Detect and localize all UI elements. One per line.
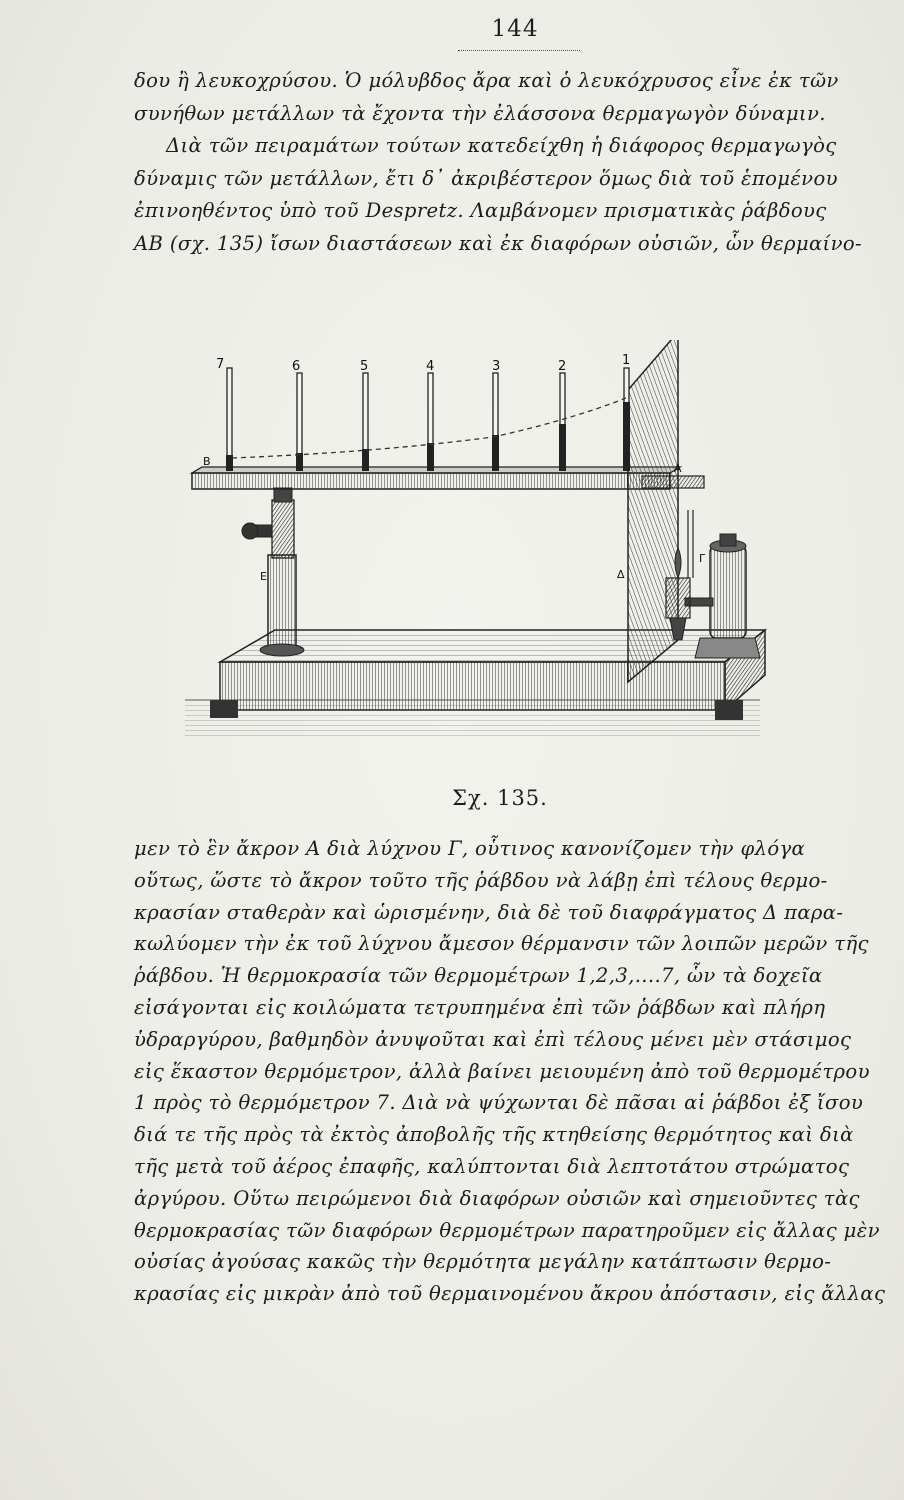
paragraph — [134, 65, 872, 130]
label-a: Α — [674, 462, 682, 475]
text-line: οὐσίας ἀγούσας κακῶς τὴν θερμότητα μεγάλην κατάπτωσιν θερμο- — [134, 1250, 832, 1274]
label-thermometer-2: 2 — [558, 359, 567, 374]
text-line: ΑΒ (σχ. 135) ἴσων διαστάσεων καὶ ἐκ διαφόρων οὐσιῶν, ὧν θερμαίνο- — [134, 231, 862, 255]
thermometer-7 — [226, 368, 233, 471]
thermometer-6 — [296, 373, 303, 471]
apparatus-engraving — [180, 340, 780, 750]
thermometer-3 — [492, 373, 499, 471]
label-b: Β — [203, 455, 211, 468]
text-line: δύναμις τῶν μετάλλων, ἔτι δ᾽ ἀκριβέστερον ὅμως διὰ τοῦ ἑπομένου — [134, 166, 838, 190]
paragraph — [134, 833, 886, 1310]
label-e: Ε — [260, 570, 267, 583]
thermometer-2 — [559, 373, 566, 471]
label-d: Δ — [617, 568, 625, 581]
thermometer-5 — [362, 373, 369, 471]
label-g: Γ — [699, 552, 706, 565]
support-column — [242, 488, 304, 656]
text-line: ἐπινοηθέντος ὑπὸ τοῦ Despretz. Λαμβάνομεν πρισματικὰς ῥάβδους — [134, 199, 827, 223]
text-line: ὑδραργύρου, βαθμηδὸν ἀνυψοῦται καὶ ἐπὶ τέλους μένει μὲν στάσιμος — [134, 1027, 852, 1051]
text-line: 1 πρὸς τὸ θερμόμετρον 7. Διὰ νὰ ψύχωνται δὲ πᾶσαι αἱ ῥάβδοι ἐξ ἴσου — [134, 1091, 864, 1115]
label-thermometer-6: 6 — [292, 359, 301, 374]
text-line: Διὰ τῶν πειραμάτων τούτων κατεδείχθη ἡ διάφορος θερμαγωγὸς — [166, 134, 837, 158]
label-thermometer-4: 4 — [426, 359, 435, 374]
figure-caption: Σχ. 135. — [452, 786, 548, 810]
paragraph — [134, 130, 872, 260]
diaphragm-screen — [628, 340, 678, 682]
thermometer-4 — [427, 373, 434, 471]
text-line: τῆς μετὰ τοῦ ἀέρος ἐπαφῆς, καλύπτονται διὰ λεπτοτάτου στρώματος — [134, 1154, 850, 1178]
top-paragraph-block — [134, 65, 872, 261]
text-line: εἰσάγονται εἰς κοιλώματα τετρυπημένα ἐπὶ τῶν ῥάβδων καὶ πλήρη — [134, 995, 826, 1019]
text-line: δου ἢ λευκοχρύσου. Ὁ μόλυβδος ἄρα καὶ ὁ λευκόχρυσος εἶνε ἐκ τῶν — [134, 69, 839, 92]
text-line: μεν τὸ ἓν ἄκρον Α διὰ λύχνου Γ, οὗτινος κανονίζομεν τὴν φλόγα — [134, 837, 806, 860]
page-number: 144 — [491, 16, 539, 42]
text-line: ἀργύρου. Οὕτω πειρώμενοι διὰ διαφόρων οὐσιῶν καὶ σημειοῦντες τὰς — [134, 1186, 860, 1210]
bottom-paragraph-block — [134, 833, 886, 1310]
text-line: συνήθων μετάλλων τὰ ἔχοντα τὴν ἐλάσσονα θερμαγωγὸν δύναμιν. — [134, 101, 826, 125]
thermometer-1 — [623, 368, 630, 471]
text-line: θερμοκρασίας τῶν διαφόρων θερμομέτρων παρατηροῦμεν εἰς ἄλλας μὲν — [134, 1218, 880, 1242]
figure-despretz-apparatus — [180, 340, 780, 750]
label-thermometer-3: 3 — [492, 359, 501, 374]
label-thermometer-1: 1 — [622, 353, 631, 368]
thermometers — [226, 368, 630, 471]
header-rule — [458, 50, 580, 51]
text-line: εἰς ἕκαστον θερμόμετρον, ἀλλὰ βαίνει μειουμένη ἀπὸ τοῦ θερμομέτρου — [134, 1059, 870, 1083]
text-line: κρασίας εἰς μικρὰν ἀπὸ τοῦ θερμαινομένου ἄκρου ἀπόστασιν, εἰς ἄλλας — [134, 1282, 886, 1306]
text-line: διά τε τῆς πρὸς τὰ ἐκτὸς ἀποβολῆς τῆς κτηθείσης θερμότητος καὶ διὰ — [134, 1123, 854, 1147]
text-line: ῥάβδου. Ἡ θερμοκρασία τῶν θερμομέτρων 1,2,3,....7, ὧν τὰ δοχεῖα — [134, 964, 823, 988]
text-line: κρασίαν σταθερὰν καὶ ὡρισμένην, διὰ δὲ τοῦ διαφράγματος Δ παρα- — [134, 900, 844, 924]
label-thermometer-7: 7 — [216, 357, 225, 372]
label-thermometer-5: 5 — [360, 359, 369, 374]
text-line: οὕτως, ὥστε τὸ ἄκρον τοῦτο τῆς ῥάβδου νὰ λάβῃ ἐπὶ τέλους θερμο- — [134, 868, 828, 892]
text-line: κωλύομεν τὴν ἐκ τοῦ λύχνου ἄμεσον θέρμανσιν τῶν λοιπῶν μερῶν τῆς — [134, 932, 869, 956]
